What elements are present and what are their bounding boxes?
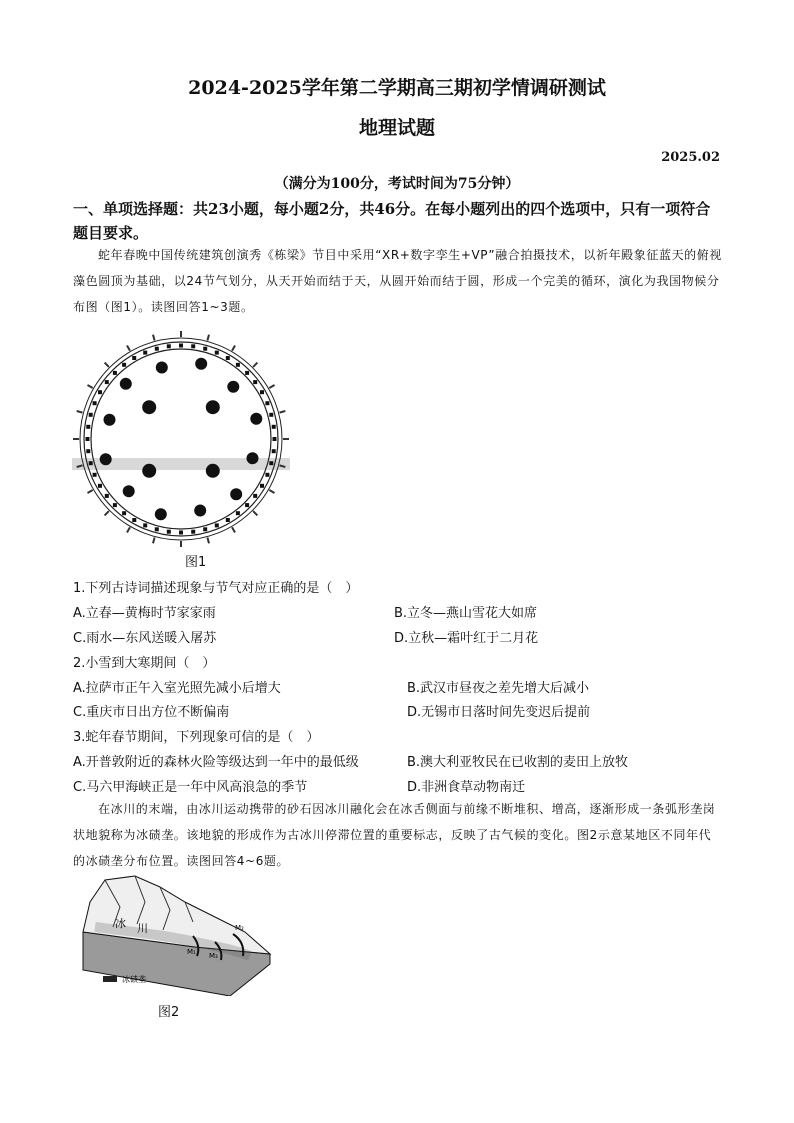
outer-mark bbox=[269, 385, 274, 388]
outer-pillar bbox=[230, 488, 242, 500]
ring-tick bbox=[191, 344, 195, 348]
q1-option-c[interactable]: C.雨水—东风送暖入屠苏 bbox=[73, 631, 217, 646]
ring-tick bbox=[236, 511, 240, 515]
outer-mark bbox=[77, 411, 83, 413]
figure-1-caption: 图1 bbox=[185, 555, 207, 570]
q2-option-a[interactable]: A.拉萨市正午入室光照先减小后增大 bbox=[73, 681, 281, 696]
outer-mark bbox=[232, 346, 235, 351]
outer-pillar bbox=[155, 508, 167, 520]
outer-mark bbox=[88, 385, 93, 388]
ring-tick bbox=[105, 380, 109, 384]
ring-tick bbox=[215, 523, 219, 527]
ring-tick bbox=[86, 437, 90, 441]
outer-pillar bbox=[156, 362, 168, 374]
q3-option-a[interactable]: A.开普敦附近的森林火险等级达到一年中的最低级 bbox=[73, 755, 359, 770]
outer-mark bbox=[127, 527, 130, 532]
ring-tick bbox=[86, 425, 90, 429]
ring-tick bbox=[269, 461, 273, 465]
ring-tick bbox=[167, 344, 171, 348]
subject-title: 地理试题 bbox=[358, 117, 435, 139]
inner-ring bbox=[91, 349, 271, 529]
ring-tick bbox=[98, 390, 102, 394]
ring-tick bbox=[105, 494, 109, 498]
exam-date: 2025.02 bbox=[661, 150, 720, 165]
outer-pillar bbox=[123, 485, 135, 497]
question-3-stem: 3.蛇年春节期间，下列现象可信的是（ ） bbox=[73, 730, 320, 745]
label-m1: M₁ bbox=[187, 948, 196, 956]
ring-tick bbox=[98, 484, 102, 488]
question-1-stem: 1.下列古诗词描述现象与节气对应正确的是（ ） bbox=[73, 581, 359, 596]
outer-pillar bbox=[194, 505, 206, 517]
outer-mark bbox=[269, 490, 274, 493]
inner-pillar bbox=[142, 400, 156, 414]
q3-option-d[interactable]: D.非洲食草动物南迁 bbox=[407, 780, 526, 795]
inner-pillar bbox=[206, 464, 220, 478]
ring-tick bbox=[203, 347, 207, 351]
ring-tick bbox=[143, 523, 147, 527]
ring-tick bbox=[86, 449, 90, 453]
outer-mark bbox=[88, 490, 93, 493]
ring-tick bbox=[89, 413, 93, 417]
label-m3: M₃ bbox=[209, 952, 218, 960]
q1-option-d[interactable]: D.立秋—霜叶红于二月花 bbox=[394, 631, 539, 646]
q3-option-b[interactable]: B.澳大利亚牧民在已收割的麦田上放牧 bbox=[407, 755, 629, 770]
ring-tick bbox=[265, 473, 269, 477]
legend-swatch bbox=[103, 976, 117, 982]
outer-pillar bbox=[250, 413, 262, 425]
ring-tick bbox=[191, 530, 195, 534]
glacier-label-2: 川 bbox=[137, 922, 148, 935]
passage-1: 蛇年春晚中国传统建筑创演秀《栋梁》节目中采用“XR+数字孪生+VP”融合拍摄技术，以祈年殿象征蓝天的俯视藻色圆顶为基础，以24节气划分，从天开始而结于天，从圆开始而结于圆，形成一个完美的循环，演化为我国物候分布图（图1）。读图回答1~3题。 bbox=[73, 248, 722, 314]
ring-tick bbox=[272, 425, 276, 429]
ring-tick bbox=[273, 437, 277, 441]
outer-pillar bbox=[104, 414, 116, 426]
ring-tick bbox=[132, 356, 136, 360]
outer-marks bbox=[73, 331, 289, 547]
ring-ticks bbox=[86, 344, 277, 535]
outer-mark bbox=[153, 538, 155, 544]
figure-1-phenology-circle bbox=[72, 330, 290, 548]
figure-2-moraine-diagram bbox=[75, 872, 275, 996]
outer-ring bbox=[80, 338, 282, 540]
outer-mark bbox=[207, 538, 209, 544]
outer-mark bbox=[153, 335, 155, 341]
phenology-circle-graphic bbox=[72, 330, 290, 548]
q1-option-a[interactable]: A.立春—黄梅时节家家雨 bbox=[73, 606, 216, 621]
ring-tick bbox=[155, 527, 159, 531]
ring-tick bbox=[226, 356, 230, 360]
ring-tick bbox=[179, 344, 183, 348]
q1-option-b[interactable]: B.立冬—燕山雪花大如席 bbox=[394, 606, 538, 621]
pillars bbox=[100, 358, 263, 521]
outer-pillar bbox=[120, 378, 132, 390]
inner-pillar bbox=[142, 464, 156, 478]
section-heading: 一、单项选择题：共23小题，每小题2分，共46分。在每小题列出的四个选项中，只有一项符合题目要求。 bbox=[73, 200, 711, 242]
outer-pillar bbox=[100, 453, 112, 465]
q2-option-c[interactable]: C.重庆市日出方位不断偏南 bbox=[73, 705, 230, 720]
legend-label: 冰碛垄 bbox=[122, 975, 146, 984]
ring-tick bbox=[269, 413, 273, 417]
outer-pillar bbox=[227, 381, 239, 393]
ring-tick bbox=[226, 518, 230, 522]
ring-tick bbox=[93, 401, 97, 405]
ring-tick bbox=[89, 461, 93, 465]
ring-tick bbox=[215, 351, 219, 355]
ring-tick bbox=[167, 530, 171, 534]
ring-tick bbox=[179, 531, 183, 535]
q2-option-d[interactable]: D.无锡市日落时间先变迟后提前 bbox=[407, 705, 591, 720]
outer-mark bbox=[127, 346, 130, 351]
ring-tick bbox=[122, 363, 126, 367]
ring-tick bbox=[265, 401, 269, 405]
label-m2: M₂ bbox=[235, 924, 244, 932]
ring-tick bbox=[260, 390, 264, 394]
ring-tick bbox=[155, 347, 159, 351]
ring-tick bbox=[132, 518, 136, 522]
ring-tick bbox=[245, 371, 249, 375]
ring-tick bbox=[113, 503, 117, 507]
outer-mark bbox=[253, 511, 257, 515]
ring-tick bbox=[236, 363, 240, 367]
ring-tick bbox=[260, 484, 264, 488]
question-2-stem: 2.小雪到大寒期间（ ） bbox=[73, 656, 216, 671]
ring-tick bbox=[253, 494, 257, 498]
outer-mark bbox=[105, 511, 109, 515]
ring-tick bbox=[203, 527, 207, 531]
outer-mark bbox=[207, 335, 209, 341]
outer-mark bbox=[280, 411, 286, 413]
ring-tick bbox=[93, 473, 97, 477]
inner-pillar bbox=[206, 400, 220, 414]
outer-pillar bbox=[247, 452, 259, 464]
q2-option-b[interactable]: B.武汉市昼夜之差先增大后减小 bbox=[407, 681, 590, 696]
ring-tick bbox=[122, 511, 126, 515]
outer-mark bbox=[253, 363, 257, 367]
ring-tick bbox=[113, 371, 117, 375]
outer-mark bbox=[232, 527, 235, 532]
ring-tick bbox=[272, 449, 276, 453]
ring-tick bbox=[245, 503, 249, 507]
q3-option-c[interactable]: C.马六甲海峡正是一年中风高浪急的季节 bbox=[73, 780, 308, 795]
passage-2: 在冰川的末端，由冰川运动携带的砂石因冰川融化会在冰舌侧面与前缘不断堆积、增高，逐渐形成一条弧形垄岗状地貌称为冰碛垄。该地貌的形成作为古冰川停滞位置的重要标志，反映了古气候的变化。图2示意某地区不同年代的冰碛垄分布位置。读图回答4~6题。 bbox=[73, 802, 716, 868]
moraine-block-diagram bbox=[75, 872, 275, 996]
outer-mark bbox=[105, 363, 109, 367]
ring-tick bbox=[143, 351, 147, 355]
outer-pillar bbox=[195, 358, 207, 370]
ring-tick bbox=[253, 380, 257, 384]
figure-2-caption: 图2 bbox=[158, 1005, 180, 1020]
exam-note: （满分为100分，考试时间为75分钟） bbox=[274, 176, 520, 192]
exam-title: 2024-2025学年第二学期高三期初学情调研测试 bbox=[188, 77, 606, 99]
glacier-label-1: 冰 bbox=[115, 917, 126, 930]
